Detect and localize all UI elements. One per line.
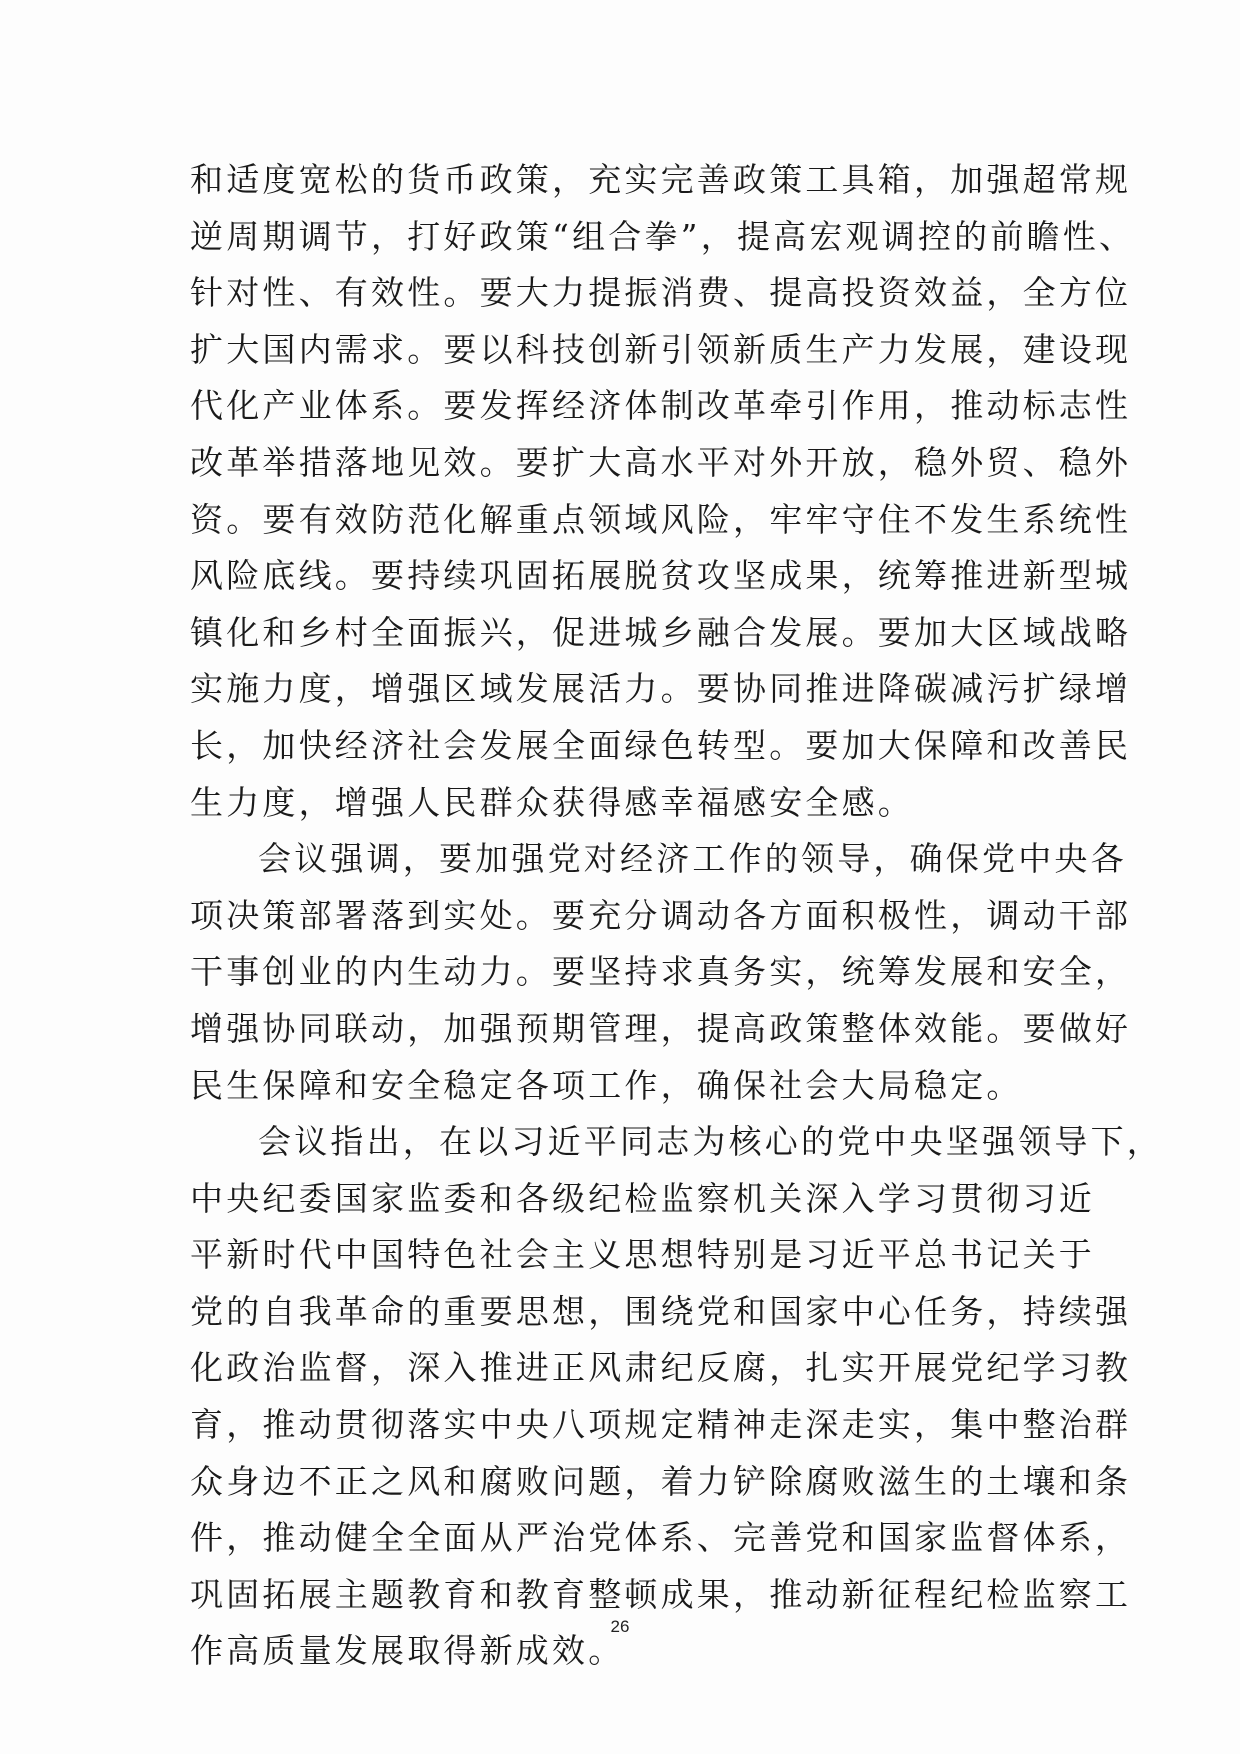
text-line: 改革举措落地见效。要扩大高水平对外开放，稳外贸、稳外: [190, 442, 1132, 482]
text-line: 逆周期调节，打好政策“组合拳”，提高宏观调控的前瞻性、: [190, 216, 1136, 256]
text-line: 干事创业的内生动力。要坚持求真务实，统筹发展和安全，: [190, 952, 1132, 992]
text-line: 平新时代中国特色社会主义思想特别是习近平总书记关于: [190, 1235, 1095, 1275]
text-line: 作高质量发展取得新成效。: [190, 1631, 625, 1671]
text-line: 生力度，增强人民群众获得感幸福感安全感。: [190, 782, 914, 822]
text-line: 党的自我革命的重要思想，围绕党和国家中心任务，持续强: [190, 1291, 1132, 1331]
text-line: 和适度宽松的货币政策，充实完善政策工具箱，加强超常规: [190, 160, 1132, 199]
text-line: 实施力度，增强区域发展活力。要协同推进降碳减污扩绿增: [190, 669, 1132, 709]
page-number: 26: [610, 1617, 630, 1636]
text-line: 长，加快经济社会发展全面绿色转型。要加大保障和改善民: [190, 725, 1132, 765]
text-line: 件，推动健全全面从严治党体系、完善党和国家监督体系，: [190, 1518, 1132, 1558]
text-line: 资。要有效防范化解重点领域风险，牢牢守住不发生系统性: [190, 499, 1132, 539]
text-line: 中央纪委国家监委和各级纪检监察机关深入学习贯彻习近: [190, 1178, 1095, 1218]
paragraph-first-line: 会议指出，在以习近平同志为核心的党中央坚强领导下，: [258, 1122, 1163, 1162]
text-line: 巩固拓展主题教育和教育整顿成果，推动新征程纪检监察工: [190, 1574, 1132, 1614]
text-line: 育，推动贯彻落实中央八项规定精神走深走实，集中整治群: [190, 1405, 1132, 1445]
text-line: 针对性、有效性。要大力提振消费、提高投资效益，全方位: [190, 273, 1132, 313]
text-line: 镇化和乡村全面振兴，促进城乡融合发展。要加大区域战略: [190, 612, 1132, 652]
body-text: [190, 152, 1163, 1680]
text-line: 增强协同联动，加强预期管理，提高政策整体效能。要做好: [190, 1008, 1132, 1048]
text-line: 风险底线。要持续巩固拓展脱贫攻坚成果，统筹推进新型城: [190, 556, 1132, 596]
text-line: 众身边不正之风和腐败问题，着力铲除腐败滋生的土壤和条: [190, 1461, 1132, 1501]
text-line: 代化产业体系。要发挥经济体制改革牵引作用，推动标志性: [190, 386, 1132, 426]
text-line: 项决策部署落到实处。要充分调动各方面积极性，调动干部: [190, 895, 1132, 935]
text-line: 扩大国内需求。要以科技创新引领新质生产力发展，建设现: [190, 329, 1132, 369]
paragraph-first-line: 会议强调，要加强党对经济工作的领导，确保党中央各: [258, 839, 1127, 879]
text-line: 民生保障和安全稳定各项工作，确保社会大局稳定。: [190, 1065, 1023, 1105]
text-line: 化政治监督，深入推进正风肃纪反腐，扎实开展党纪学习教: [190, 1348, 1132, 1388]
